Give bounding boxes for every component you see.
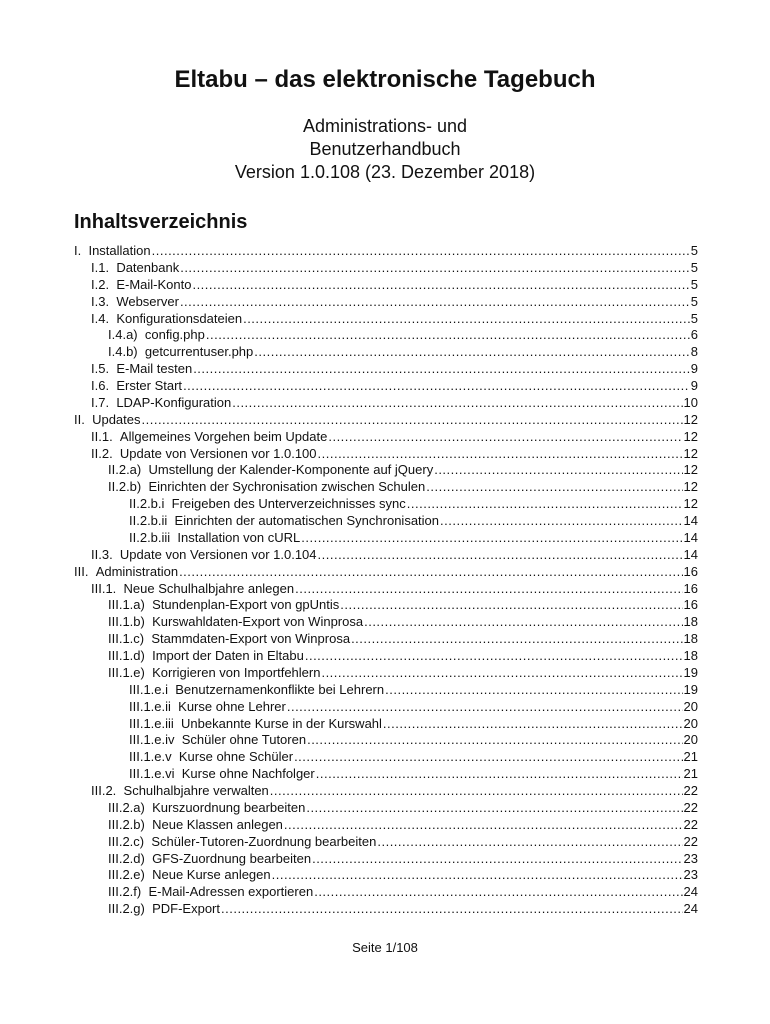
- toc-entry[interactable]: [74, 665, 698, 682]
- toc-entry-number: II.3.: [91, 546, 113, 562]
- toc-dot-leader: [192, 277, 689, 294]
- toc-dot-leader: [318, 547, 683, 564]
- toc-entry[interactable]: [74, 851, 698, 868]
- toc-entry[interactable]: [74, 260, 698, 277]
- toc-entry-number: III.1.c): [108, 631, 145, 647]
- toc-entry-number: I.4.a): [108, 327, 138, 343]
- toc-entry-label: Kurse ohne Schüler: [178, 749, 294, 765]
- toc-heading: Inhaltsverzeichnis: [74, 211, 248, 233]
- toc-dot-leader: [270, 783, 683, 800]
- toc-entry[interactable]: [74, 749, 698, 766]
- table-of-contents: [74, 243, 698, 918]
- toc-entry-page: 16: [683, 563, 698, 579]
- toc-entry-page: 9: [690, 378, 698, 393]
- toc-entry-number: III.1.e.ii: [129, 698, 171, 714]
- toc-dot-leader: [434, 462, 682, 479]
- toc-entry-number: I.1.: [91, 259, 110, 275]
- toc-entry-number: III.1.d): [108, 648, 145, 663]
- toc-entry-label: Umstellung der Kalender-Komponente auf jQuery: [148, 462, 434, 478]
- toc-entry-label: E-Mail-Konto: [116, 276, 192, 292]
- document-version: Version 1.0.108 (23. Dezember 2018): [234, 162, 536, 182]
- toc-entry-page: 12: [683, 411, 698, 427]
- toc-dot-leader: [351, 631, 682, 648]
- toc-entry-label: Kurswahldaten-Export von Winprosa: [152, 614, 364, 630]
- toc-entry-page: 6: [690, 327, 698, 343]
- toc-entry-page: 10: [683, 394, 698, 410]
- toc-entry-page: 21: [683, 749, 698, 765]
- toc-dot-leader: [221, 901, 683, 918]
- toc-entry[interactable]: [74, 564, 698, 581]
- toc-entry-page: 12: [683, 479, 698, 495]
- toc-entry-label: Kurszuordnung bearbeiten: [152, 799, 306, 815]
- toc-entry-page: 24: [683, 884, 698, 900]
- toc-entry[interactable]: [74, 327, 698, 344]
- toc-dot-leader: [312, 851, 682, 868]
- toc-entry-number: III.1.e.iii: [129, 715, 174, 731]
- toc-entry-label: Installation: [88, 243, 151, 258]
- toc-entry-page: 20: [683, 715, 698, 731]
- toc-entry-label: Benutzernamenkonflikte bei Lehrern: [175, 681, 385, 697]
- toc-dot-leader: [314, 884, 682, 901]
- toc-entry-page: 14: [683, 513, 698, 528]
- toc-entry-page: 16: [683, 597, 698, 613]
- toc-entry-number: II.1.: [91, 428, 113, 444]
- toc-entry[interactable]: [74, 530, 698, 547]
- toc-entry[interactable]: [74, 648, 698, 665]
- toc-entry-number: II.2.b): [108, 479, 142, 495]
- toc-dot-leader: [318, 446, 683, 463]
- page-number-footer: Seite 1/108: [352, 940, 418, 955]
- toc-entry-label: Stundenplan-Export von gpUntis: [152, 597, 340, 613]
- toc-entry[interactable]: [74, 867, 698, 884]
- toc-entry[interactable]: [74, 513, 698, 530]
- toc-entry-label: E-Mail testen: [116, 361, 193, 377]
- toc-entry-page: 22: [683, 833, 698, 849]
- toc-entry[interactable]: [74, 243, 698, 260]
- toc-entry-number: III.1.e.v: [129, 749, 172, 765]
- toc-entry-page: 12: [683, 462, 698, 478]
- toc-entry-page: 19: [683, 681, 698, 697]
- toc-entry[interactable]: [74, 597, 698, 614]
- toc-entry-label: config.php: [144, 327, 205, 343]
- toc-entry-number: III.2.b): [108, 816, 145, 832]
- toc-dot-leader: [206, 327, 690, 344]
- toc-entry[interactable]: [74, 766, 698, 783]
- toc-entry[interactable]: [74, 378, 698, 395]
- toc-entry-label: Einrichten der automatischen Synchronisation: [174, 513, 440, 528]
- toc-dot-leader: [232, 395, 682, 412]
- toc-entry[interactable]: [74, 361, 698, 378]
- toc-dot-leader: [152, 243, 690, 260]
- toc-entry-number: II.2.: [91, 445, 113, 461]
- toc-dot-leader: [272, 867, 683, 884]
- toc-entry[interactable]: [74, 462, 698, 479]
- toc-dot-leader: [364, 614, 682, 631]
- toc-entry-page: 22: [683, 783, 698, 798]
- toc-dot-leader: [340, 597, 682, 614]
- toc-entry-page: 5: [690, 310, 698, 326]
- toc-entry-number: I.2.: [91, 276, 110, 292]
- toc-entry-number: III.1.b): [108, 614, 145, 630]
- toc-dot-leader: [295, 581, 682, 598]
- toc-dot-leader: [294, 749, 682, 766]
- toc-entry-page: 5: [690, 293, 698, 309]
- toc-dot-leader: [377, 834, 682, 851]
- toc-entry-label: Schüler ohne Tutoren: [181, 732, 307, 748]
- toc-entry-page: 23: [683, 867, 698, 883]
- toc-entry-label: Schulhalbjahre verwalten: [123, 783, 269, 798]
- toc-entry-label: Freigeben des Unterverzeichnisses sync: [171, 496, 406, 512]
- toc-entry-label: Update von Versionen vor 1.0.104: [119, 546, 317, 562]
- toc-entry-page: 18: [683, 631, 698, 647]
- toc-entry[interactable]: [74, 699, 698, 716]
- toc-dot-leader: [407, 496, 683, 513]
- toc-entry[interactable]: [74, 631, 698, 648]
- toc-entry[interactable]: [74, 294, 698, 311]
- toc-dot-leader: [383, 716, 683, 733]
- toc-entry-page: 22: [683, 799, 698, 815]
- toc-dot-leader: [243, 311, 690, 328]
- toc-entry-label: Import der Daten in Eltabu: [152, 648, 304, 663]
- toc-entry-number: II.2.b.ii: [129, 513, 168, 528]
- toc-entry-number: II.: [74, 411, 85, 427]
- toc-dot-leader: [440, 513, 683, 530]
- toc-entry-label: Administration: [95, 563, 179, 579]
- toc-entry-number: III.1.a): [108, 597, 145, 613]
- toc-dot-leader: [180, 294, 690, 311]
- toc-entry-page: 23: [683, 850, 698, 866]
- toc-entry-number: III.2.c): [108, 833, 145, 849]
- toc-entry-page: 20: [683, 698, 698, 714]
- toc-entry[interactable]: [74, 496, 698, 513]
- toc-entry-label: Erster Start: [116, 378, 183, 393]
- toc-entry-number: I.: [74, 243, 82, 258]
- toc-dot-leader: [321, 665, 682, 682]
- toc-entry-label: Unbekannte Kurse in der Kurswahl: [181, 715, 382, 731]
- toc-entry[interactable]: [74, 277, 698, 294]
- toc-entry-number: III.1.e.i: [129, 681, 169, 697]
- toc-dot-leader: [179, 564, 682, 581]
- toc-dot-leader: [306, 800, 682, 817]
- toc-dot-leader: [180, 260, 690, 277]
- toc-entry-number: II.2.b.iii: [129, 529, 171, 545]
- toc-entry-label: PDF-Export: [152, 901, 220, 917]
- toc-dot-leader: [385, 682, 682, 699]
- toc-dot-leader: [316, 766, 683, 783]
- toc-dot-leader: [284, 817, 683, 834]
- toc-entry[interactable]: [74, 311, 698, 328]
- toc-entry-number: III.1.: [91, 580, 117, 596]
- toc-entry[interactable]: [74, 429, 698, 446]
- toc-entry-label: Datenbank: [116, 259, 180, 275]
- toc-entry-number: III.2.d): [108, 850, 145, 866]
- toc-entry-page: 8: [690, 344, 698, 360]
- toc-entry[interactable]: [74, 581, 698, 598]
- toc-entry-label: Neue Schulhalbjahre anlegen: [123, 580, 295, 596]
- toc-entry-number: I.4.: [91, 310, 110, 326]
- toc-entry-number: III.1.e.iv: [129, 732, 175, 748]
- toc-entry-number: I.5.: [91, 361, 110, 377]
- toc-entry-page: 5: [690, 259, 698, 275]
- toc-entry-page: 14: [683, 529, 698, 545]
- toc-entry-page: 12: [683, 445, 698, 461]
- toc-entry[interactable]: [74, 344, 698, 361]
- toc-entry[interactable]: [74, 884, 698, 901]
- document-title: Eltabu – das elektronische Tagebuch: [174, 66, 596, 93]
- toc-dot-leader: [254, 344, 690, 361]
- toc-entry-label: Allgemeines Vorgehen beim Update: [119, 428, 328, 444]
- toc-entry-number: III.2.g): [108, 901, 145, 917]
- toc-dot-leader: [193, 361, 690, 378]
- toc-entry-page: 24: [683, 901, 698, 917]
- toc-entry-label: Installation von cURL: [177, 529, 301, 545]
- toc-entry-page: 12: [683, 428, 698, 444]
- toc-entry-number: I.4.b): [108, 344, 138, 360]
- toc-entry-page: 18: [683, 648, 698, 663]
- toc-dot-leader: [142, 412, 683, 429]
- toc-entry-number: III.1.e.vi: [129, 766, 175, 782]
- toc-entry-page: 5: [690, 243, 698, 258]
- toc-entry-label: Einrichten der Sychronisation zwischen Schulen: [148, 479, 426, 495]
- toc-dot-leader: [301, 530, 682, 547]
- toc-entry[interactable]: [74, 716, 698, 733]
- toc-entry-number: III.2.: [91, 783, 117, 798]
- toc-entry-page: 14: [683, 546, 698, 562]
- toc-entry-label: GFS-Zuordnung bearbeiten: [152, 850, 312, 866]
- toc-entry-number: III.2.a): [108, 799, 145, 815]
- toc-entry[interactable]: [74, 614, 698, 631]
- toc-entry-page: 9: [690, 361, 698, 377]
- toc-entry-page: 18: [683, 614, 698, 630]
- toc-entry-page: 5: [690, 276, 698, 292]
- toc-entry-number: III.2.e): [108, 867, 145, 883]
- toc-dot-leader: [287, 699, 683, 716]
- toc-entry[interactable]: [74, 817, 698, 834]
- toc-entry-label: Kurse ohne Lehrer: [178, 698, 286, 714]
- toc-entry-number: I.7.: [91, 394, 110, 410]
- toc-entry[interactable]: [74, 732, 698, 749]
- toc-entry-page: 21: [683, 766, 698, 782]
- toc-entry-label: Webserver: [116, 293, 179, 309]
- toc-dot-leader: [183, 378, 690, 395]
- toc-entry-label: LDAP-Konfiguration: [116, 394, 232, 410]
- toc-entry-number: III.: [74, 563, 89, 579]
- toc-dot-leader: [307, 732, 682, 749]
- toc-entry[interactable]: [74, 682, 698, 699]
- toc-entry-number: I.6.: [91, 378, 110, 393]
- toc-entry[interactable]: [74, 395, 698, 412]
- toc-entry-page: 16: [683, 580, 698, 596]
- document-subtitle-line2: Benutzerhandbuch: [309, 139, 461, 159]
- document-subtitle-line1: Administrations- und: [302, 116, 468, 136]
- toc-entry[interactable]: [74, 783, 698, 800]
- toc-entry-label: Konfigurationsdateien: [116, 310, 243, 326]
- toc-entry-number: I.3.: [91, 293, 110, 309]
- toc-dot-leader: [426, 479, 682, 496]
- toc-entry-number: II.2.b.i: [129, 496, 165, 512]
- toc-entry[interactable]: [74, 479, 698, 496]
- toc-entry-page: 20: [683, 732, 698, 748]
- toc-entry-page: 12: [683, 496, 698, 512]
- toc-entry-number: II.2.a): [108, 462, 142, 478]
- toc-entry[interactable]: [74, 547, 698, 564]
- toc-dot-leader: [305, 648, 683, 665]
- toc-entry-label: Neue Klassen anlegen: [152, 816, 283, 832]
- toc-entry-number: III.2.f): [108, 884, 142, 900]
- toc-entry-label: Stammdaten-Export von Winprosa: [151, 631, 351, 647]
- toc-entry-page: 19: [683, 664, 698, 680]
- toc-entry-label: Kurse ohne Nachfolger: [181, 766, 315, 782]
- toc-entry[interactable]: [74, 412, 698, 429]
- toc-entry[interactable]: [74, 901, 698, 918]
- toc-dot-leader: [328, 429, 682, 446]
- toc-entry-label: Updates: [92, 411, 141, 427]
- toc-entry-label: Schüler-Tutoren-Zuordnung bearbeiten: [151, 833, 377, 849]
- toc-entry-label: Korrigieren von Importfehlern: [152, 664, 321, 680]
- toc-entry[interactable]: [74, 800, 698, 817]
- toc-entry-number: III.1.e): [108, 664, 145, 680]
- toc-entry-page: 22: [683, 816, 698, 832]
- toc-entry-label: Update von Versionen vor 1.0.100: [119, 445, 317, 461]
- toc-entry[interactable]: [74, 834, 698, 851]
- toc-entry-label: E-Mail-Adressen exportieren: [148, 884, 314, 900]
- toc-entry[interactable]: [74, 446, 698, 463]
- toc-entry-label: getcurrentuser.php: [144, 344, 254, 360]
- toc-entry-label: Neue Kurse anlegen: [152, 867, 271, 883]
